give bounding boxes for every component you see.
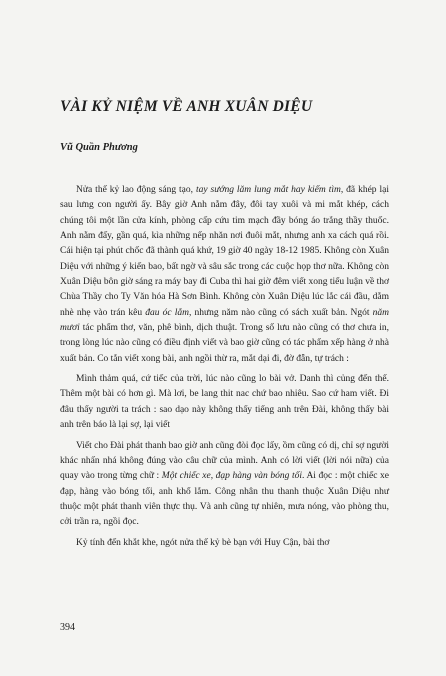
body-text xyxy=(60,183,389,556)
text-run: , đã khép lại sau lưng con người ấy. Bây giờ Anh nằm đây, đôi tay xuôi và mi mắt khép, cách chúng tôi một lần cửa kính, phòng cấp cứu tim mạch đầy bóng áo trắng thầy thuốc. Anh nằm đấy, gần quá, kìa những nếp nhăn nơi đuôi mắt, nhưng anh xa cách quá rồi. Cái hiện tại phút chốc đã thành quá khứ, 19 giờ 40 ngày 18-12 1985. Không còn Xuân Diệu với những ý kiến bao, bất ngờ và sâu sắc trong các cuộc họp thơ nữa. Không còn Xuân Diệu bôn giờ sáng ra máy bay đi Cuba thì hai giờ đêm viết xong tiểu luận về thơ Chùa Thầy cho Ty Văn hóa Hà Sơn Bình. Không còn Xuân Diệu lúc lắc cái đầu, dằm nhè nhẹ vào trán kêu xyxy=(60,185,389,318)
italic-run: đau óc lắm xyxy=(145,307,190,318)
chapter-title: VÀI KỶ NIỆM VỀ ANH XUÂN DIỆU xyxy=(60,98,313,115)
body-paragraph xyxy=(60,536,389,551)
text-run: , nhưng năm nào cũng có sách xuất bản. Ngót xyxy=(189,307,373,318)
author-name: Vũ Quần Phương xyxy=(60,142,138,153)
text-run: Nửa thế kỷ lao động sáng tạo, xyxy=(76,185,196,195)
italic-run: tay sướng lăm lung mắt hay kiếm tìm xyxy=(195,185,341,195)
text-run: Kỷ tính đến khắt khe, ngót nửa thế kỷ bè bạn với Huy Cận, bài thơ xyxy=(76,537,330,548)
italic-run: Một chiếc xe, đạp hàng vàn bóng tối xyxy=(161,471,303,482)
text-run: Viết cho Đài phát thanh bao giờ anh cũng đòi đọc lấy, ồm cũng có dị, chỉ sợ người khác nhấn nhá không đúng vào câu chữ của mình. Anh có lời viết (lời nói nữa) của quay vào trong từng chữ : xyxy=(60,440,389,482)
italic-run: năm mươi xyxy=(60,307,390,334)
page-number: 394 xyxy=(60,622,75,633)
body-paragraph xyxy=(60,372,389,433)
body-paragraph xyxy=(60,439,389,531)
text-run: tác phẩm thơ, văn, phê bình, dịch thuật. Trong số lưu nào cũng có thơ chưa in, trong lòng lúc nào cũng có điều định viết và bao giờ cũng có tác phẩm xếp hàng ở nhà xuất bản. Co tắn viết xong bài, anh ngồi thừ ra, mắt dại đi, đờ đẫn, tự trách : xyxy=(60,323,389,364)
text-run: Mình thảm quá, cứ tiếc của trời, lúc nào cũng lo bài vở. Danh thì củng đến thế. Thêm một bài có hơn gì. Mà lơi, be lang thit nac chứ bao nhiêu. Sao cứ ham viết. Đi đâu thấy người ta trách : sao dạo này không thấy tiếng anh trên Đài, không thấy bài anh trên báo là lại sợ, lại viết xyxy=(60,374,389,431)
text-run: . Ai đọc : một chiếc xe đạp, hàng vào bóng tối, anh khổ lắm. Công nhân thu thanh thuộc Xuân Diệu như thuộc một phát thanh viên thực thụ. Và anh cũng tự nhiên, mưa nóng, vào phòng thu, cởi trần ra, ngồi đọc. xyxy=(60,471,390,528)
body-paragraph xyxy=(60,183,389,367)
